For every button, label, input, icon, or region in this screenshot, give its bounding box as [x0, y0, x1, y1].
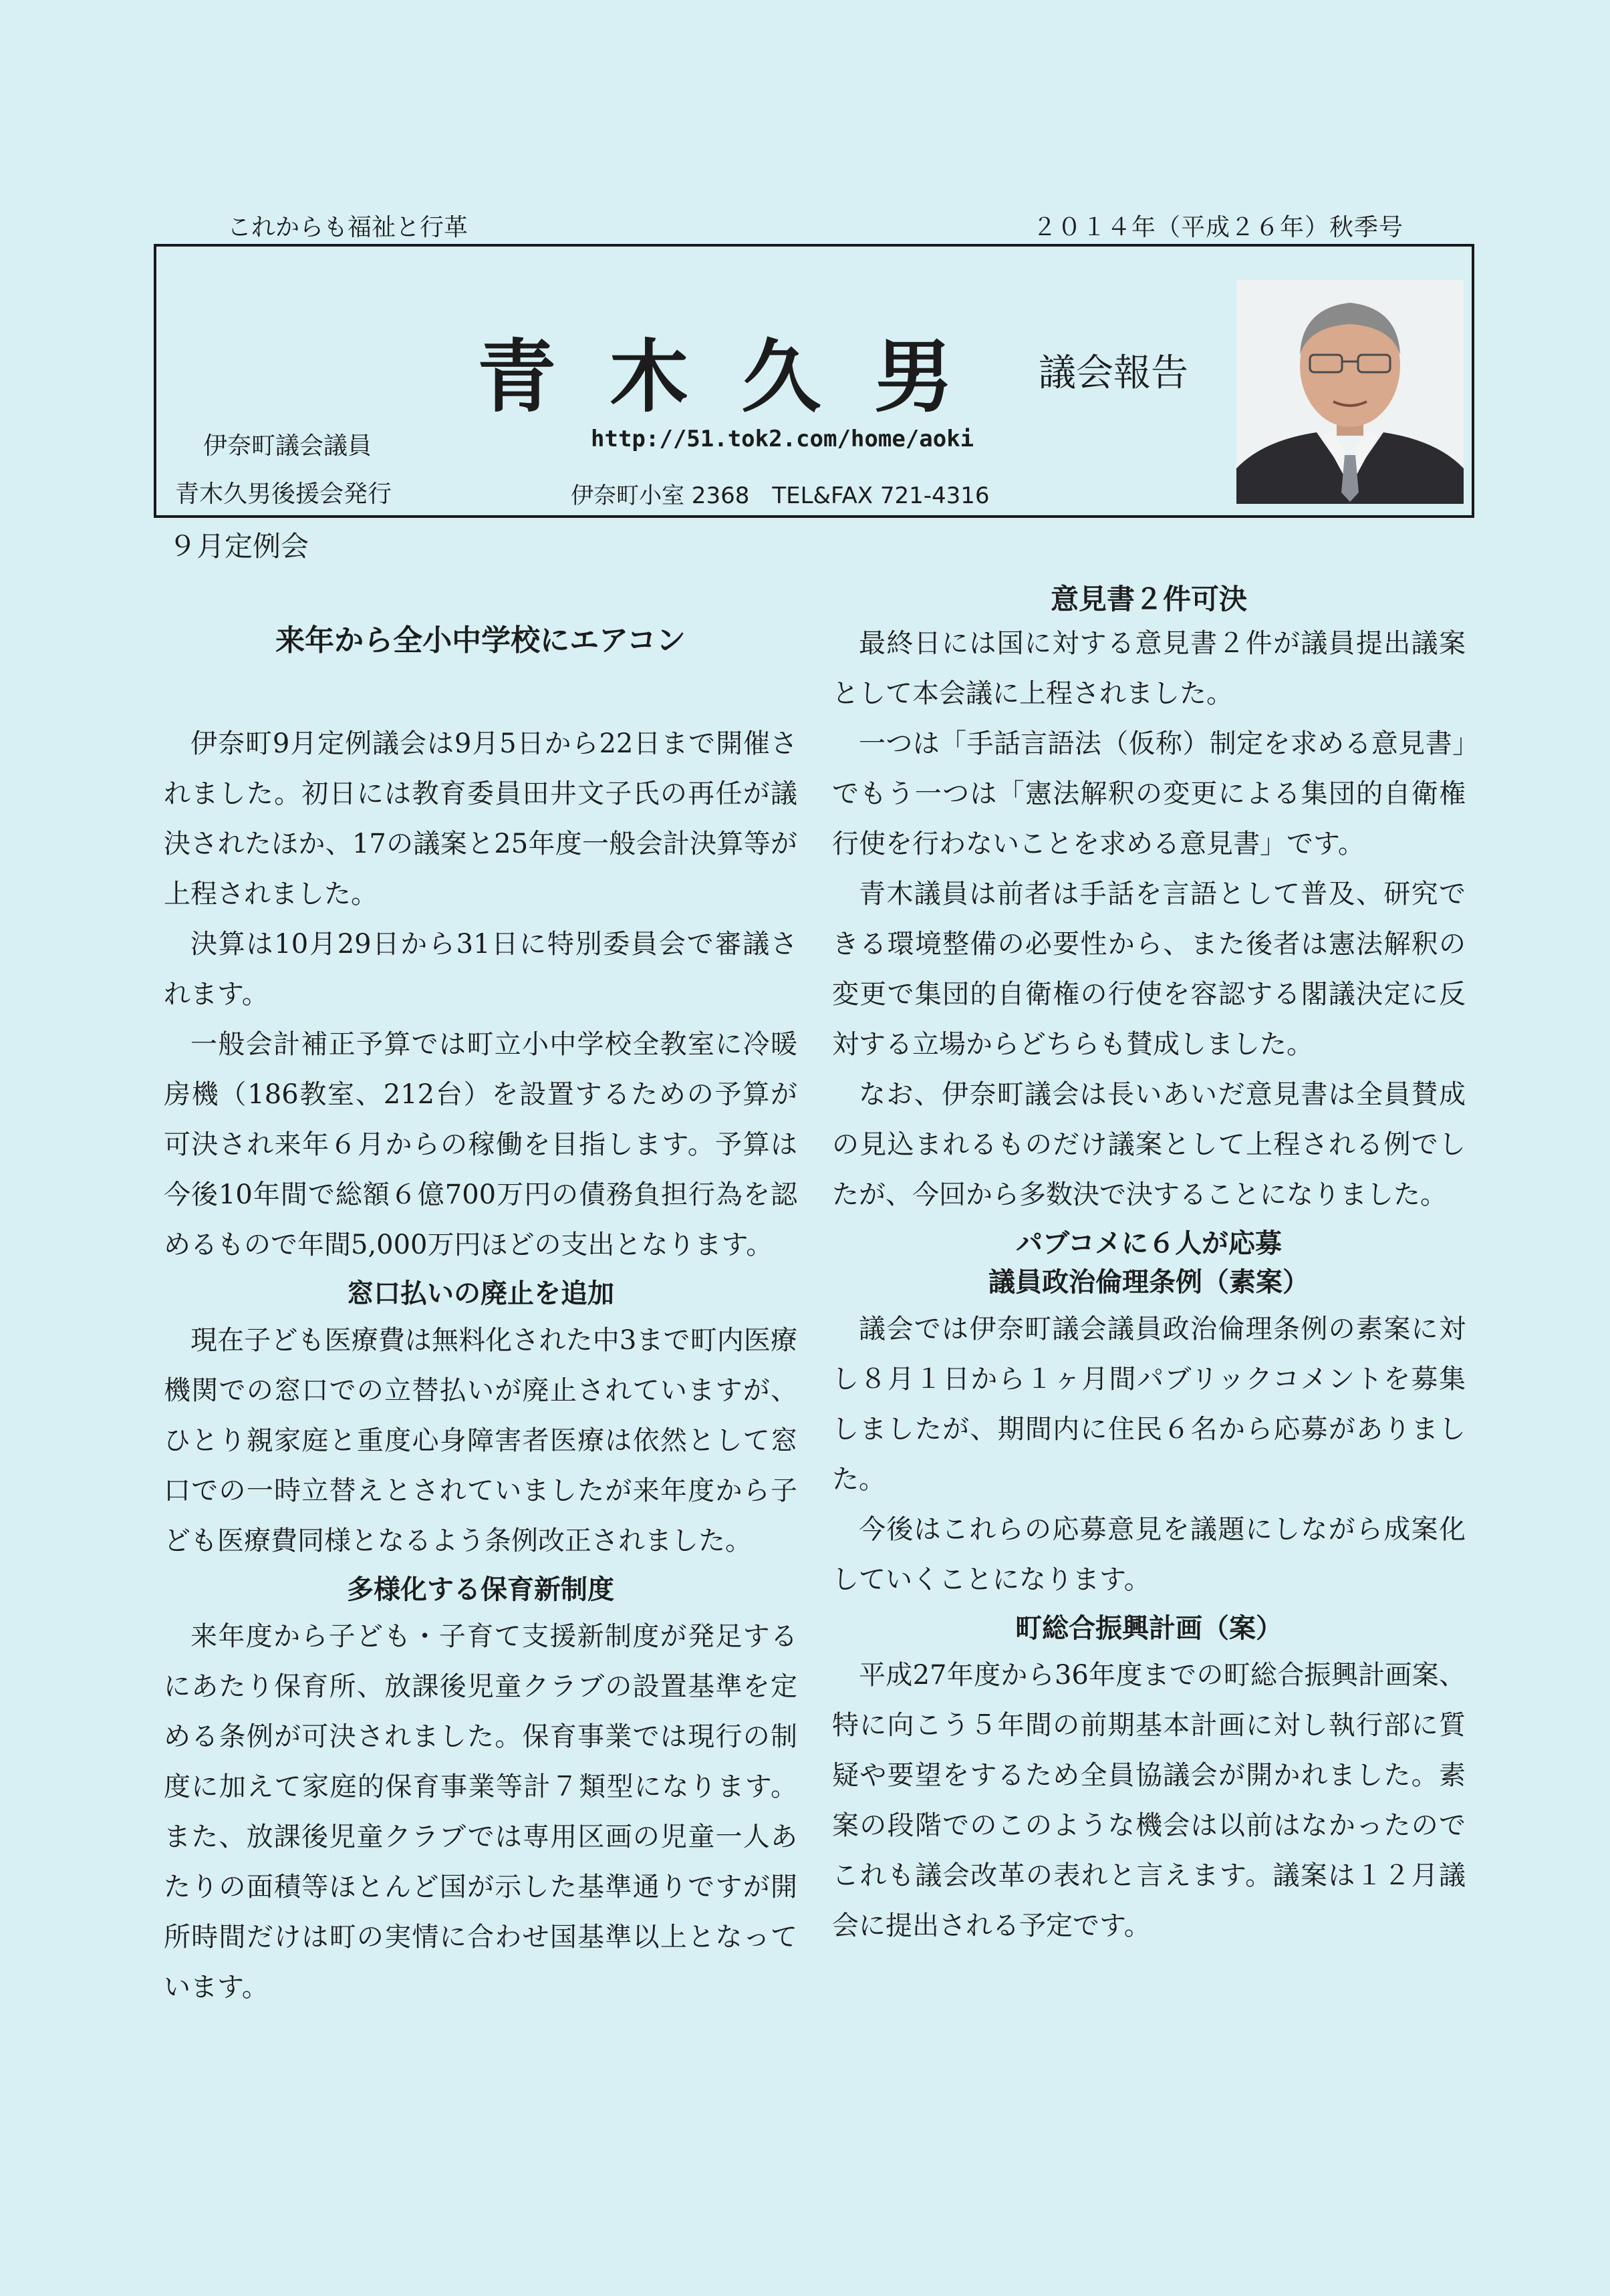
website-url: http://51.tok2.com/home/aoki [591, 426, 974, 452]
portrait-photo [1236, 280, 1464, 504]
subheading-window-payment: 窓口払いの廃止を追加 [347, 1278, 614, 1309]
publisher-text: 青木久男後援会発行 [175, 480, 392, 508]
article-paragraph: 一般会計補正予算では町立小中学校全教室に冷暖房機（186教室、212台）を設置するための予算が可決され来年６月からの稼働を目指します。予算は今後10年間で総額６億700万円の債務負担行為を認めるもので年間5,000万円ほどの支出となります。 [164, 1029, 797, 1260]
article-paragraph: 今後はこれらの応募意見を議題にしながら成案化していくことになります。 [832, 1514, 1466, 1595]
article-paragraph: 平成27年度から36年度までの町総合振興計画案、特に向こう５年間の前期基本計画に対し執行部に質疑や要望をするため全員協議会が開かれました。素案の段階でのこのような機会は以前はなかったのでこれも議会改革の表れと言えます。議案は１２月議会に提出される予定です。 [832, 1660, 1466, 1941]
session-label: ９月定例会 [168, 530, 309, 563]
contact-address: 伊奈町小室 2368 TEL&FAX 721-4316 [571, 482, 990, 509]
article-paragraph: 伊奈町9月定例議会は9月5日から22日まで開催されました。初日には教育委員田井文子氏の再任が議決されたほか、17の議案と25年度一般会計決算等が上程されました。 [164, 728, 797, 909]
report-title-label: 議会報告 [1039, 351, 1188, 395]
article-paragraph: 来年度から子ども・子育て支援新制度が発足するにあたり保育所、放課後児童クラブの設置基準を定める条例が可決されました。保育事業では現行の制度に加えて家庭的保育事業等計７類型になります。また、放課後児童クラブでは専用区画の児童一人あたりの面積等ほとんど国が示した基準通りですが開所時間だけは町の実情に合わせ国基準以上となっています。 [164, 1621, 797, 2003]
subheading-town-plan: 町総合振興計画（案） [1015, 1613, 1283, 1644]
article-paragraph: 議会では伊奈町議会議員政治倫理条例の素案に対し８月１日から１ヶ月間パブリックコメントを募集しましたが、期間内に住民６名から応募がありました。 [832, 1314, 1466, 1495]
subheading-childcare-system: 多様化する保育新制度 [347, 1574, 614, 1605]
article-paragraph: 一つは「手話言語法（仮称）制定を求める意見書」でもう一つは「憲法解釈の変更による集団的自衛権行使を行わないことを求める意見書」です。 [832, 728, 1466, 859]
subheading-ethics-ordinance: 議員政治倫理条例（素案） [988, 1267, 1309, 1298]
report-title-name: 青木久男 [477, 331, 1007, 423]
member-position: 伊奈町議会議員 [203, 432, 372, 460]
article-paragraph: なお、伊奈町議会は長いあいだ意見書は全員賛成の見込まれるものだけ議案として上程される例でしたが、今回から多数決で決することになりました。 [832, 1079, 1466, 1210]
left-column [164, 621, 797, 2013]
article-paragraph: 最終日には国に対する意見書２件が議員提出議案として本会議に上程されました。 [832, 628, 1466, 709]
article-paragraph: 現在子ども医療費は無料化された中3まで町内医療機関での窓口での立替払いが廃止されていますが、ひとり親家庭と重度心身障害者医療は依然として窓口での一時立替えとされていましたが来年度から子ども医療費同様となるよう条例改正されました。 [164, 1325, 797, 1556]
subheading-public-comment: パブコメに６人が応募 [1016, 1228, 1282, 1259]
right-column [832, 580, 1466, 1951]
issue-date: ２０１４年（平成２６年）秋季号 [1033, 214, 1404, 241]
slogan-text: これからも福祉と行革 [227, 214, 468, 241]
article-paragraph: 青木議員は前者は手話を言語として普及、研究できる環境整備の必要性から、また後者は憲法解釈の変更で集団的自衛権の行使を容認する閣議決定に反対する立場からどちらも賛成しました。 [832, 879, 1466, 1060]
article-title-aircon: 来年から全小中学校にエアコン [275, 623, 686, 658]
article-paragraph: 決算は10月29日から31日に特別委員会で審議されます。 [164, 929, 797, 1010]
article-title-opinions: 意見書２件可決 [1050, 583, 1247, 615]
masthead-box [154, 244, 1474, 518]
